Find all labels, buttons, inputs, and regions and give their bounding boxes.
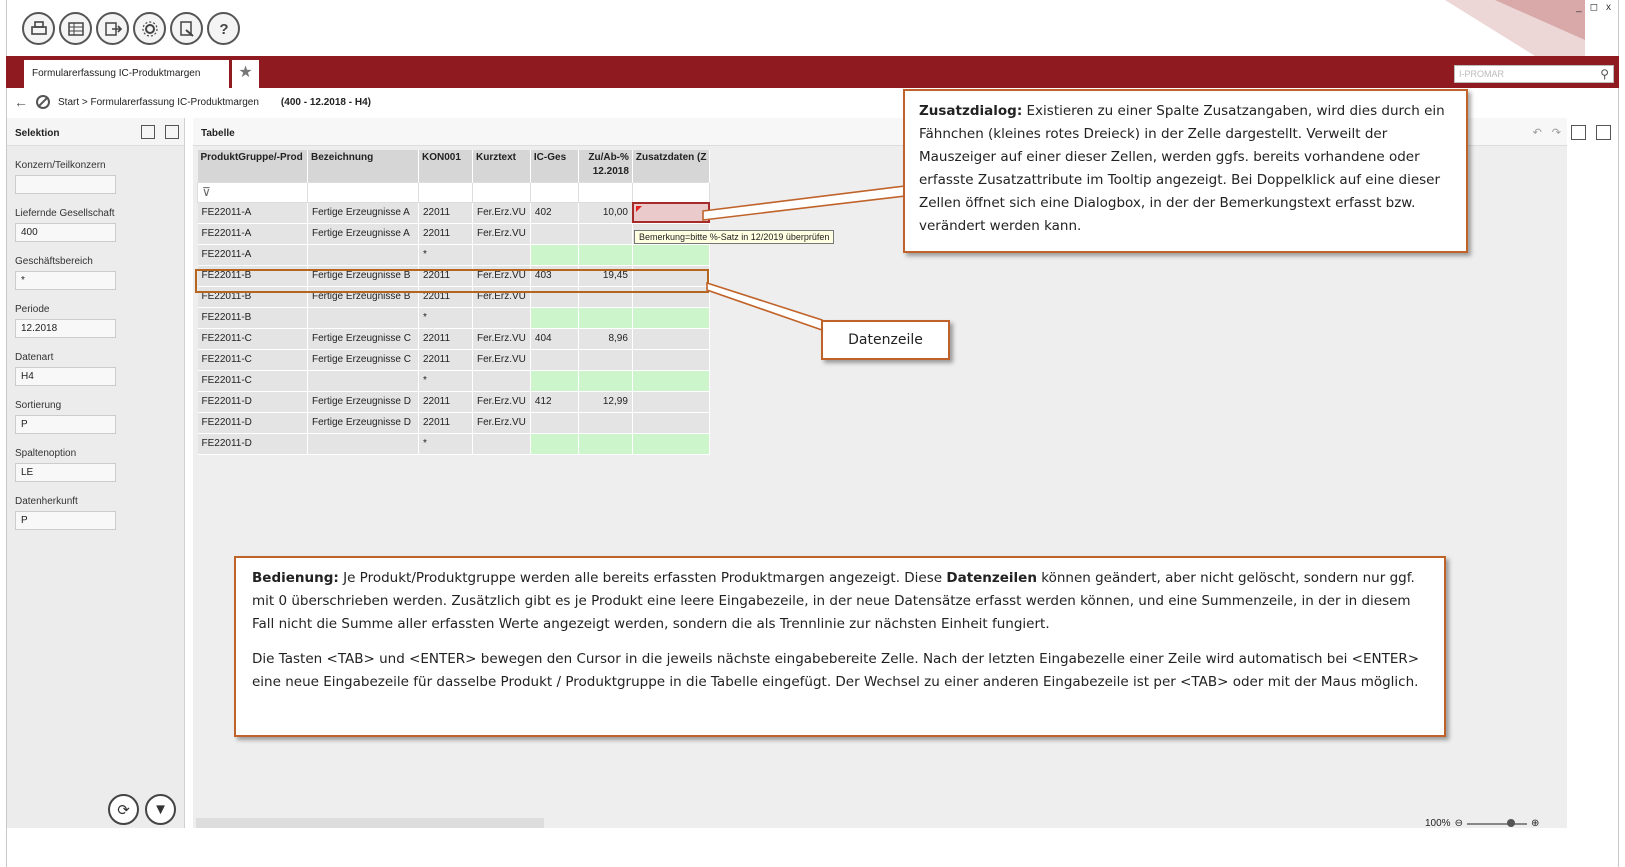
print-icon[interactable] [22,12,55,45]
periode-input[interactable]: 12.2018 [15,319,116,338]
col-header-produkt[interactable]: ProduktGruppe/-Prod [198,150,308,182]
table-cell[interactable]: FE22011-C [198,328,308,349]
svg-text:?: ? [218,20,229,38]
callout-paragraph [252,567,1428,636]
table-cell[interactable]: Fer.Erz.VU [473,391,531,412]
filter-cell[interactable] [632,182,710,202]
minimize-button[interactable]: _ [1576,2,1582,13]
table-cell[interactable] [308,307,419,328]
table-row[interactable] [198,391,710,412]
panel-splitter[interactable] [186,118,193,828]
table-row[interactable] [198,244,710,265]
settings-icon[interactable] [133,12,166,45]
field-label: Geschäftsbereich [15,256,93,267]
callout-title: Bedienung: [252,570,339,586]
table-cell[interactable]: Fertige Erzeugnisse A [308,202,419,223]
field-sortierung [15,400,184,434]
table-cell[interactable] [578,307,632,328]
search-placeholder: I-PROMAR [1459,69,1504,79]
table-cell[interactable]: Fer.Erz.VU [473,265,531,286]
col-header-icges[interactable]: IC-Ges [530,150,578,182]
filter-cell[interactable] [578,182,632,202]
table-title: Tabelle [193,118,1567,146]
table-cell[interactable] [473,307,531,328]
table-cell[interactable] [473,370,531,391]
zoom-control [1425,818,1539,829]
table-cell[interactable] [632,391,710,412]
selection-panel [7,118,185,828]
table-cell[interactable] [578,223,632,244]
table-cell[interactable]: 19,45 [578,265,632,286]
table-cell[interactable] [530,349,578,370]
table-cell[interactable]: Fer.Erz.VU [473,223,531,244]
table-cell[interactable]: Fertige Erzeugnisse C [308,349,419,370]
callout-text: Je Produkt/Produktgruppe werden alle bereits erfassten Produktmargen angezeigt. Diese [338,570,947,586]
expand-icon[interactable] [141,125,155,139]
table-cell[interactable]: FE22011-D [198,412,308,433]
table-row[interactable] [198,328,710,349]
field-label: Datenart [15,352,54,363]
table-cell[interactable] [530,244,578,265]
search-icon[interactable]: ⚲ [1600,67,1609,81]
breadcrumb-path[interactable]: Start > Formularerfassung IC-Produktmargen [58,96,259,108]
selection-header [7,118,184,146]
callout-text: können geändert, aber nicht gelöscht, sondern nur ggf. mit 0 überschrieben werden. Zusätzlich gibt es je Produkt eine leere Eingabezeile, in der neue Datensätze erfasst werden können, und eine Summenzeile, in der in diesem Fall nicht die Summe aller erfassten Werte angezeigt werden, sondern die als Trennlinie zur nächsten Einheit fungiert. [252,570,1415,632]
table-cell[interactable] [473,244,531,265]
datenart-input[interactable]: H4 [15,367,116,386]
table-cell[interactable] [578,412,632,433]
callout-datenzeile: Datenzeile [821,320,950,360]
table-cell[interactable]: Fer.Erz.VU [473,349,531,370]
table-cell[interactable]: FE22011-B [198,286,308,307]
table-cell[interactable] [578,433,632,454]
table-cell[interactable]: FE22011-A [198,202,308,223]
table-cell[interactable]: 402 [530,202,578,223]
table-icon[interactable] [59,12,92,45]
callout-bedienung [234,556,1446,737]
data-grid [197,150,710,455]
sortierung-input[interactable]: P [15,415,116,434]
table-cell[interactable] [578,349,632,370]
filter-cell[interactable] [473,182,531,202]
field-label: Liefernde Gesellschaft [15,208,115,219]
filter-row[interactable] [198,182,710,202]
filter-cell[interactable] [530,182,578,202]
field-label: Spaltenoption [15,448,77,459]
table-cell[interactable]: 22011 [419,349,473,370]
table-cell[interactable]: FE22011-C [198,349,308,370]
table-cell[interactable]: * [419,370,473,391]
close-button[interactable]: x [1606,2,1611,13]
table-cell[interactable]: 404 [530,328,578,349]
table-tools [1533,125,1611,140]
field-label: Konzern/Teilkonzern [15,160,106,171]
table-row[interactable] [198,433,710,454]
zoom-in-icon[interactable]: ⊕ [1530,818,1540,829]
field-spaltenoption [15,448,184,482]
cell-tooltip: Bemerkung=bitte %-Satz in 12/2019 überprüfen [634,230,834,244]
table-cell[interactable]: 22011 [419,223,473,244]
col-header-zuab[interactable] [578,150,632,182]
table-cell[interactable] [578,244,632,265]
table-row[interactable] [198,370,710,391]
horizontal-scrollbar[interactable] [196,818,544,828]
chevron-down-icon[interactable]: ▼ [145,794,176,825]
table-row[interactable] [198,307,710,328]
table-cell[interactable] [530,307,578,328]
help-icon[interactable] [207,12,240,45]
table-cell[interactable]: Fer.Erz.VU [473,286,531,307]
table-cell[interactable]: 22011 [419,286,473,307]
callout-paragraph: Die Tasten <TAB> und <ENTER> bewegen den Cursor in die jeweils nächste eingabebereite Zelle. Nach der letzten Eingabezelle einer Zeile wird automatisch bei <ENTER> eine neue Eingabezeile für dasselbe Produkt / Produktgruppe in die Tabelle eingefügt. Der Wechsel zu einer anderen Eingabezeile ist per <TAB> oder mit der Maus möglich. [252,651,1420,690]
table-cell[interactable]: Fertige Erzeugnisse B [308,286,419,307]
undo-icon[interactable]: ↶ [1532,127,1542,139]
selection-title: Selektion [15,128,60,139]
table-cell[interactable] [308,433,419,454]
expand-icon[interactable] [1571,125,1586,140]
table-cell[interactable] [632,349,710,370]
table-cell[interactable]: Fertige Erzeugnisse D [308,412,419,433]
filter-cell[interactable] [419,182,473,202]
field-label: Periode [15,304,50,315]
zoom-out-icon[interactable]: ⊖ [1454,818,1463,829]
tab-formularerfassung[interactable]: Formularerfassung IC-Produktmargen [24,60,229,88]
datenherkunft-input[interactable]: P [15,511,116,530]
table-cell[interactable]: 22011 [419,328,473,349]
table-cell[interactable] [632,202,710,223]
table-cell[interactable] [632,307,710,328]
export-icon[interactable] [96,12,129,45]
table-cell[interactable] [308,244,419,265]
back-arrow-icon[interactable]: ← [14,94,28,110]
col-header-zusatzdaten[interactable]: Zusatzdaten (Z [632,150,710,182]
callout-emphasis: Datenzeilen [946,570,1037,586]
table-cell[interactable]: FE22011-C [198,370,308,391]
table-cell[interactable]: FE22011-B [198,265,308,286]
table-row[interactable] [198,349,710,370]
table-cell[interactable] [632,412,710,433]
field-periode [15,304,184,338]
konzern-input[interactable] [15,175,116,194]
table-cell[interactable]: * [419,244,473,265]
grid-header-row [198,150,710,182]
table-cell[interactable]: 412 [530,391,578,412]
table-cell[interactable]: Fertige Erzeugnisse A [308,223,419,244]
table-cell[interactable]: 12,99 [578,391,632,412]
table-cell[interactable]: 10,00 [578,202,632,223]
field-datenherkunft [15,496,184,530]
maximize-button[interactable]: ◻ [1589,2,1598,13]
window-controls [1576,2,1611,13]
table-cell[interactable] [632,433,710,454]
callout-text: Existieren zu einer Spalte Zusatzangaben, wird dies durch ein Fähnchen (kleines rotes Dreieck) in der Zelle dargestellt. Verweilt der Mauszeiger auf einer dieser Zellen, werden ggfs. bereits vorhandene oder erfasste Zusatzattribute im Tooltip angezeigt. Bei Doppelklick auf eine dieser Zellen öffnet sich eine Dialogbox, in der der Bemerkungstext erfasst bzw. verändert werden kann. [919,103,1445,234]
zoom-value: 100% [1425,818,1451,829]
refresh-icon[interactable]: ⟳ [108,794,139,825]
table-cell[interactable]: Fertige Erzeugnisse C [308,328,419,349]
zoom-slider[interactable] [1467,823,1527,825]
cancel-icon[interactable] [36,95,50,109]
table-cell[interactable] [530,433,578,454]
selection-actions [108,794,176,825]
table-cell[interactable]: FE22011-D [198,391,308,412]
table-cell[interactable] [530,412,578,433]
field-konzern [15,160,184,194]
col-header-bezeichnung[interactable]: Bezeichnung [308,150,419,182]
geschaeftsbereich-input[interactable]: * [15,271,116,290]
table-cell[interactable] [632,244,710,265]
table-cell[interactable] [632,328,710,349]
tools-icon[interactable] [170,12,203,45]
table-cell[interactable]: Fertige Erzeugnisse D [308,391,419,412]
table-cell[interactable]: 22011 [419,265,473,286]
table-cell[interactable] [473,433,531,454]
table-cell[interactable]: FE22011-A [198,244,308,265]
zoom-knob[interactable] [1507,819,1515,827]
filter-icon[interactable]: ⊽ [198,182,308,202]
table-cell[interactable]: FE22011-A [198,223,308,244]
main-toolbar [22,12,240,48]
table-row[interactable] [198,412,710,433]
table-cell[interactable]: 403 [530,265,578,286]
panel-toggle-icon[interactable] [165,125,179,139]
spaltenoption-input[interactable]: LE [15,463,116,482]
field-label: Datenherkunft [15,496,78,507]
table-cell[interactable] [632,370,710,391]
table-cell[interactable]: Fertige Erzeugnisse B [308,265,419,286]
corner-decoration [1425,0,1585,56]
gesellschaft-input[interactable]: 400 [15,223,116,242]
table-cell[interactable]: FE22011-B [198,307,308,328]
field-geschaeftsbereich [15,256,184,290]
table-cell[interactable]: * [419,307,473,328]
redo-icon[interactable]: ↷ [1551,127,1561,139]
table-cell[interactable] [578,370,632,391]
table-cell[interactable] [530,223,578,244]
comment-flag-icon [636,206,642,212]
breadcrumb-context: (400 - 12.2018 - H4) [280,96,371,108]
row-highlight [195,269,709,293]
col-header-kon001[interactable]: KON001 [419,150,473,182]
table-cell[interactable]: 8,96 [578,328,632,349]
table-cell[interactable]: Fer.Erz.VU [473,328,531,349]
table-row[interactable] [198,202,710,223]
table-cell[interactable]: FE22011-D [198,433,308,454]
table-cell[interactable] [530,370,578,391]
col-header-period: 12.2018 [592,166,629,177]
field-datenart [15,352,184,386]
table-cell[interactable]: Fer.Erz.VU [473,412,531,433]
col-header-zuab-label: Zu/Ab-% [588,152,629,163]
search-input[interactable] [1454,65,1614,83]
table-cell[interactable]: 22011 [419,391,473,412]
table-cell[interactable] [308,370,419,391]
panel-toggle-icon[interactable] [1596,125,1611,140]
field-gesellschaft [15,208,184,242]
field-label: Sortierung [15,400,62,411]
table-cell[interactable]: * [419,433,473,454]
callout-title: Zusatzdialog: [919,103,1023,119]
filter-cell[interactable] [308,182,419,202]
favorite-star-icon[interactable]: ★ [232,60,259,88]
table-cell[interactable]: 22011 [419,202,473,223]
breadcrumb [14,94,371,110]
table-cell[interactable]: 22011 [419,412,473,433]
table-cell[interactable]: Fer.Erz.VU [473,202,531,223]
col-header-kurztext[interactable]: Kurztext [473,150,531,182]
callout-zusatzdialog [903,89,1468,253]
